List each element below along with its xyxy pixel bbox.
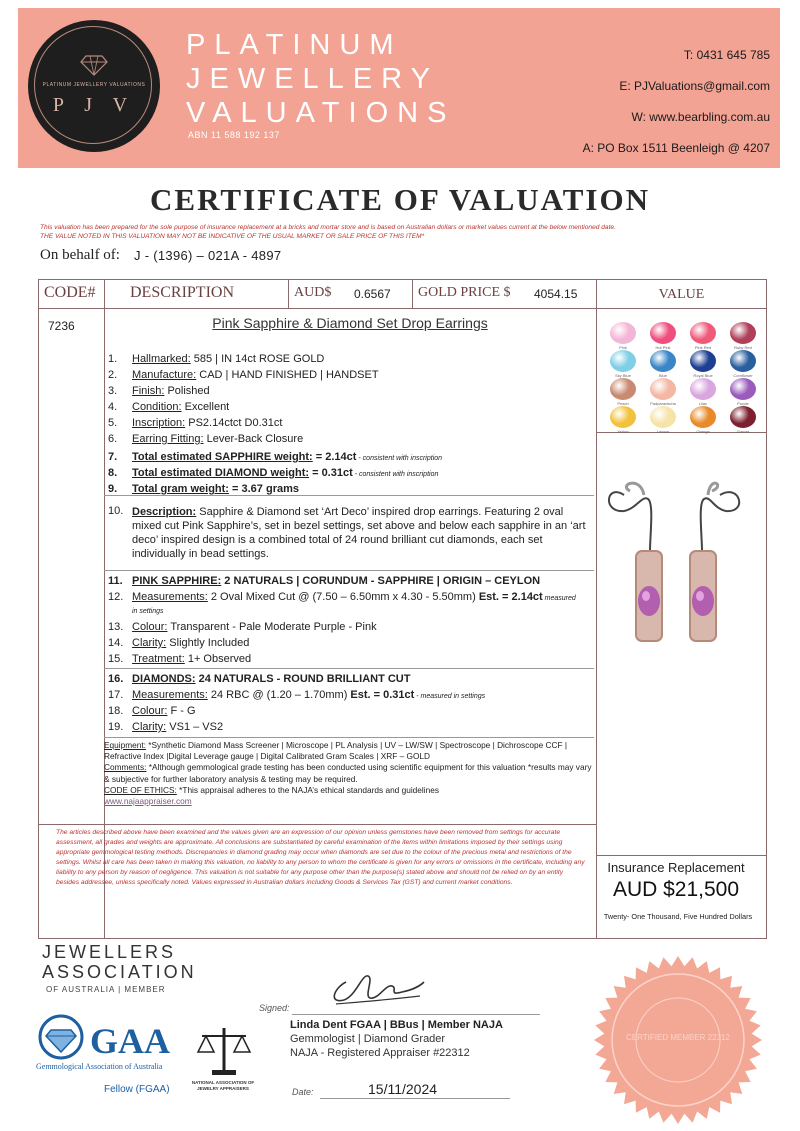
signer-title: Gemmologist | Diamond Grader bbox=[290, 1033, 446, 1045]
logo-initials: P J V bbox=[52, 94, 136, 116]
gold-price-value: 4054.15 bbox=[534, 287, 578, 301]
gem-swatch bbox=[650, 378, 676, 400]
top-disclaimer bbox=[40, 223, 770, 241]
naja-link[interactable]: www.najaappraiser.com bbox=[104, 796, 192, 807]
signer-registration: NAJA - Registered Appraiser #22312 bbox=[290, 1047, 470, 1059]
gem-swatch bbox=[730, 378, 756, 400]
gem-swatch-label: Orange bbox=[696, 429, 710, 434]
jaa-logo-line: JEWELLERS bbox=[42, 942, 177, 962]
column-divider bbox=[412, 279, 413, 309]
gem-swatch-label: Peach bbox=[617, 401, 629, 406]
comments-line: Comments: *Although gemmological grade testing has been conducted using scientific equipment for this valuation *results may vary & subjective for further laboratory analysis & testing may be required. bbox=[104, 762, 592, 784]
aud-column-header: AUD$ bbox=[294, 285, 332, 300]
notes-divider bbox=[38, 824, 596, 825]
code-column-header: CODE# bbox=[44, 284, 96, 301]
fellow-label: Fellow (FGAA) bbox=[104, 1084, 170, 1095]
gem-swatch bbox=[730, 322, 756, 344]
spec-diamond-weight: 8. Total estimated DIAMOND weight: = 0.31ct - consistent with inscription bbox=[108, 467, 439, 479]
gem-swatch-label: Pink bbox=[619, 345, 627, 350]
certificate-date: 15/11/2024 bbox=[368, 1081, 438, 1097]
signed-label: Signed: bbox=[259, 1003, 290, 1013]
jaa-logo-line: ASSOCIATION bbox=[42, 962, 197, 982]
gem-swatch bbox=[730, 406, 756, 428]
ethics-line: CODE OF ETHICS: *This appraisal adheres to the NAJA’s ethical standards and guidelines bbox=[104, 784, 439, 795]
value-column-header: VALUE bbox=[658, 287, 705, 302]
spec-gram-weight: 9. Total gram weight: = 3.67 grams bbox=[108, 483, 299, 495]
contact-phone: T: 0431 645 785 bbox=[683, 48, 770, 62]
gem-swatch-label: Royal Blue bbox=[693, 373, 713, 378]
insurance-label: Insurance Replacement bbox=[607, 860, 745, 875]
item-title: Pink Sapphire & Diamond Set Drop Earrings bbox=[212, 315, 488, 331]
spec-hallmarked: 1. Hallmarked: 585 | IN 14ct ROSE GOLD bbox=[108, 353, 325, 365]
diamonds-measurements: 17. Measurements: 24 RBC @ (1.20 – 1.70mm) Est. = 0.31ct - measured in settings bbox=[108, 689, 486, 701]
description-text: Description: Sapphire & Diamond set ‘Art Deco’ inspired drop earrings. Featuring 2 oval mixed cut Pink Sapphire’s, set in bezel settings, set above and below each sapphire in an ‘art deco’ inspired design is a combined total of 24 round brilliant cut diamonds, each set individually in bead settings. bbox=[132, 506, 586, 560]
gaa-subtitle: Gemmological Association of Australia bbox=[36, 1062, 163, 1071]
insurance-value-words: Twenty- One Thousand, Five Hundred Dollars bbox=[603, 912, 753, 921]
column-divider bbox=[596, 279, 597, 939]
gem-swatch bbox=[690, 378, 716, 400]
gem-swatch-label: Purple bbox=[737, 401, 749, 406]
brand-line: JEWELLERY bbox=[186, 63, 439, 95]
spec-condition: 4. Condition: Excellent bbox=[108, 401, 230, 413]
gem-swatch-label: Pink Red bbox=[694, 345, 712, 350]
left-earring bbox=[609, 483, 662, 641]
gem-swatch-label: Ruby Red bbox=[734, 345, 752, 350]
sapphire-clarity: 14. Clarity: Slightly Included bbox=[108, 637, 250, 649]
brand-line: PLATINUM bbox=[186, 29, 403, 61]
abn-number: ABN 11 588 192 137 bbox=[188, 130, 280, 140]
gem-swatch bbox=[650, 406, 676, 428]
disclaimer-line: This valuation has been prepared for the sole purpose of insurance replacement at a bricks and mortar store and is based on Australian dollars or market values current at the below mentioned date. bbox=[40, 224, 616, 231]
right-earring bbox=[690, 483, 739, 641]
equipment-notes bbox=[104, 740, 594, 807]
aud-rate: 0.6567 bbox=[354, 287, 391, 301]
gem-swatch bbox=[610, 378, 636, 400]
signer-name: Linda Dent FGAA | BBus | Member NAJA bbox=[290, 1019, 503, 1031]
diamonds-heading: 16. DIAMONDS: 24 NATURALS - ROUND BRILLIANT CUT bbox=[108, 673, 411, 685]
signature bbox=[316, 962, 426, 1010]
gem-swatch-label: Yellow bbox=[617, 429, 629, 434]
description-number: 10. bbox=[108, 505, 124, 517]
sapphire-measurements: 12. Measurements: 2 Oval Mixed Cut @ (7.50 – 6.50mm x 4.30 - 5.50mm) Est. = 2.14ct measured bbox=[108, 591, 576, 603]
gem-swatch bbox=[690, 322, 716, 344]
signature-line bbox=[292, 1014, 540, 1015]
gem-swatch-label: Hot Pink bbox=[655, 345, 671, 350]
date-label: Date: bbox=[292, 1087, 314, 1097]
sapphire-treatment: 15. Treatment: 1+ Observed bbox=[108, 653, 252, 665]
column-divider bbox=[288, 279, 289, 309]
gaa-diamond-icon bbox=[36, 1014, 86, 1060]
insurance-value: AUD $21,500 bbox=[612, 878, 740, 901]
company-logo bbox=[28, 20, 160, 152]
gem-swatch-label: Cornflower bbox=[733, 373, 753, 378]
naja-logo-text: NATIONAL ASSOCIATION OF JEWELRY APPRAISERS bbox=[191, 1080, 255, 1091]
spec-earring-fitting: 6. Earring Fitting: Lever-Back Closure bbox=[108, 433, 304, 445]
gem-swatch bbox=[650, 350, 676, 372]
spec-inscription: 5. Inscription: PS2.14ctct D0.31ct bbox=[108, 417, 283, 429]
seal-text: CERTIFIED MEMBER 22312 bbox=[626, 1033, 730, 1042]
group-divider bbox=[104, 737, 594, 739]
gem-swatch-label: Lilac bbox=[698, 401, 708, 406]
gem-swatch bbox=[610, 322, 636, 344]
contact-website: W: www.bearbling.com.au bbox=[631, 110, 770, 124]
gem-swatch bbox=[610, 350, 636, 372]
group-divider bbox=[104, 495, 594, 503]
group-divider bbox=[104, 570, 594, 572]
spec-manufacture: 2. Manufacture: CAD | HAND FINISHED | HANDSET bbox=[108, 369, 379, 381]
gold-price-header: GOLD PRICE $ bbox=[418, 285, 511, 300]
contact-email: E: PJValuations@gmail.com bbox=[619, 79, 770, 93]
gem-swatch bbox=[650, 322, 676, 344]
value-box-divider bbox=[596, 855, 767, 856]
on-behalf-label: On behalf of: bbox=[40, 247, 120, 263]
header-divider bbox=[38, 308, 767, 309]
member-seal bbox=[590, 954, 766, 1126]
disclaimer-line: THE VALUE NOTED IN THIS VALUATION MAY NOT BE INDICATIVE OF THE USUAL MARKET OR SALE PRICE OF THIS ITEM* bbox=[40, 233, 425, 240]
item-code: 7236 bbox=[48, 319, 75, 333]
sapphire-measurement-note: in settings bbox=[132, 608, 164, 615]
brand-line: VALUATIONS bbox=[186, 97, 456, 129]
spec-finish: 3. Finish: Polished bbox=[108, 385, 210, 397]
earrings-photo bbox=[600, 465, 764, 845]
spec-sapphire-weight: 7. Total estimated SAPPHIRE weight: = 2.14ct - consistent with inscription bbox=[108, 451, 443, 463]
gem-swatch bbox=[610, 406, 636, 428]
description-column-header: DESCRIPTION bbox=[130, 284, 235, 301]
equipment-line: Equipment: *Synthetic Diamond Mass Screener | Microscope | PL Analysis | UV – LW/SW | Spectroscope | Dichroscope CCF | Refractive Index |Digital Leverage gauge | Digital Calibrated Gram Scales | XRF – GOLD bbox=[104, 740, 567, 762]
gem-swatch-label: Garnet bbox=[736, 429, 750, 434]
sapphire-colour: 13. Colour: Transparent - Pale Moderate Purple - Pink bbox=[108, 621, 377, 633]
job-code: J - (1396) – 021A - 4897 bbox=[134, 248, 282, 263]
contact-address: A: PO Box 1511 Beenleigh @ 4207 bbox=[582, 141, 770, 155]
jaa-logo-subline: OF AUSTRALIA | MEMBER bbox=[46, 985, 166, 994]
certificate-title: CERTIFICATE OF VALUATION bbox=[150, 182, 650, 217]
gem-swatch-label: Lemon bbox=[656, 429, 670, 434]
gem-swatch bbox=[690, 406, 716, 428]
gaa-logo-text: GAA bbox=[90, 1021, 170, 1061]
gem-swatch bbox=[730, 350, 756, 372]
gem-swatch-label: Sky Blue bbox=[615, 373, 631, 378]
bottom-disclaimer: The articles described above have been examined and the values given are an expression of our opinion unless gemstones have been removed from settings for accurate assessment, all grades and weights are approximate. All conclusions are substantiated by careful examination of the items within limitations imposed by their settings using appropriate gemmological testing methods. Discrepancies in diamond grading may occur when diamonds are set due to the colour of the precious metal and restrictions of the settings. Whilst all care has been taken in making this valuation, no liability to any person to whom the certificate is given for any errors or omissions in the certificate, including any liability to any person by reason of negligence. This valuation is not suitable for any purpose other than the purpose(s) stated above and should not be relied on by an entity besides addressee, unless specifically noted. Values expressed in Australian dollars including Goods & Services Tax (GST) and current market conditions. bbox=[56, 829, 585, 886]
logo-subtitle: PLATINUM JEWELLERY VALUATIONS bbox=[42, 82, 146, 88]
diamonds-colour: 18. Colour: F - G bbox=[108, 705, 196, 717]
diamond-icon bbox=[80, 54, 108, 76]
gem-swatch-label: Blue bbox=[658, 373, 667, 378]
date-line bbox=[320, 1098, 510, 1099]
gem-swatch-label: Padparadscha bbox=[650, 401, 676, 406]
brand-name bbox=[186, 28, 455, 130]
gem-swatch bbox=[690, 350, 716, 372]
scales-icon bbox=[196, 1024, 252, 1078]
sapphire-heading: 11. PINK SAPPHIRE: 2 NATURALS | CORUNDUM - SAPPHIRE | ORIGIN – CEYLON bbox=[108, 575, 541, 587]
diamonds-clarity: 19. Clarity: VS1 – VS2 bbox=[108, 721, 224, 733]
group-divider bbox=[104, 668, 594, 670]
